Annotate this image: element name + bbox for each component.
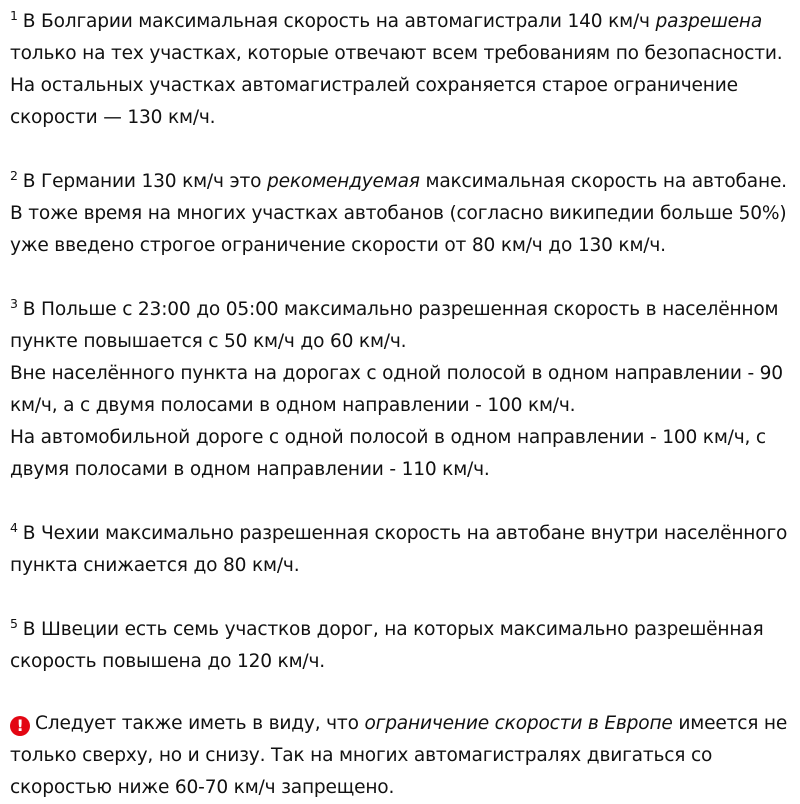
footnote-emphasis: разрешена [655, 11, 763, 32]
footnote-emphasis: рекомендуемая [267, 171, 420, 192]
footnote-number: 3 [10, 296, 18, 311]
footnote-number: 5 [10, 616, 18, 631]
footnote-line: В Польше с 23:00 до 05:00 максимально разрешенная скорость в населённом пункте повышается с 50 км/ч до 60 км/ч. [10, 299, 779, 352]
footnote-text: только на тех участках, которые отвечают всем требованиям по безопасности. На остальных участках автомагистралей сохраняется старое ограничение скорости — 130 км/ч. [10, 43, 783, 128]
footnote-number: 2 [10, 168, 18, 183]
footnote-text: В Германии 130 км/ч это [22, 171, 268, 192]
footnote-number: 1 [10, 8, 18, 23]
footnote-line: Вне населённого пункта на дорогах с одной полосой в одном направлении - 90 км/ч, а с двумя полосами в одном направлении - 100 км/ч. [10, 363, 783, 416]
warning-emphasis: ограничение скорости в Европе [364, 713, 673, 734]
footnote-1 [10, 6, 792, 134]
footnote-5 [10, 614, 792, 678]
footnote-number: 4 [10, 520, 18, 535]
footnote-text: В Чехии максимально разрешенная скорость на автобане внутри населённого пункта снижается до 80 км/ч. [10, 523, 788, 576]
footnote-2 [10, 166, 792, 262]
footnote-line: На автомобильной дороге с одной полосой в одном направлении - 100 км/ч, с двумя полосами в одном направлении - 110 км/ч. [10, 427, 766, 480]
footnote-4 [10, 518, 792, 582]
warning-text: Следует также иметь в виду, что [35, 713, 365, 734]
footnote-3 [10, 294, 792, 486]
exclamation-circle-icon: ! [10, 716, 30, 736]
footnote-text: максимальная скорость на автобане. В тоже время на многих участках автобанов (согласно википедии больше 50%) уже введено строгое ограничение скорости от 80 км/ч до 130 км/ч. [10, 171, 787, 256]
footnote-text: В Болгарии максимальная скорость на автомагистрали 140 км/ч [22, 11, 656, 32]
warning-text: имеется не только сверху, но и снизу. Так на многих автомагистралях двигаться со скоростью ниже 60-70 км/ч запрещено. [10, 713, 788, 798]
warning-note [10, 708, 792, 804]
footnote-text: В Швеции есть семь участков дорог, на которых максимально разрешённая скорость повышена до 120 км/ч. [10, 619, 764, 672]
